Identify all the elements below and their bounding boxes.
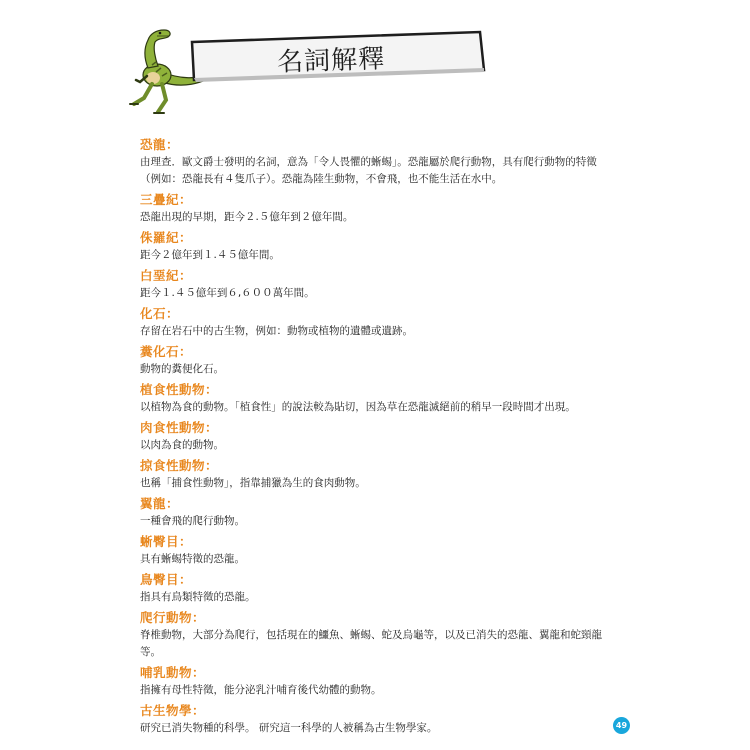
- page-title: 名詞解釋: [276, 43, 386, 78]
- glossary-definition: 恐龍出現的早期，距今２.５億年到２億年間。: [140, 211, 354, 223]
- glossary-definition: 動物的糞便化石。: [140, 363, 224, 375]
- glossary-entry: [140, 229, 610, 264]
- glossary-entry: [140, 457, 610, 492]
- glossary-definition: 脊椎動物，大部分為爬行，包括現在的鱷魚、蜥蜴、蛇及烏龜等，以及已消失的恐龍、翼龍和蛇頸龍等。: [140, 629, 602, 658]
- glossary-term: 哺乳動物：: [140, 665, 206, 680]
- glossary-entry: [140, 381, 610, 416]
- glossary-entry: [140, 609, 610, 661]
- glossary-term: 白堊紀：: [140, 268, 193, 283]
- glossary-entry: [140, 267, 610, 302]
- glossary-entry: [140, 533, 610, 568]
- glossary-entry: [140, 664, 610, 699]
- glossary-term: 糞化石：: [140, 344, 193, 359]
- glossary-definition: 存留在岩石中的古生物，例如：動物或植物的遺體或遺跡。: [140, 325, 413, 337]
- glossary-term: 三疊紀：: [140, 192, 193, 207]
- glossary-definition: 一種會飛的爬行動物。: [140, 515, 245, 527]
- glossary-entry: [140, 343, 610, 378]
- glossary-definition: 以肉為食的動物。: [140, 439, 224, 451]
- glossary-entry: [140, 136, 610, 188]
- glossary-term: 蜥臀目：: [140, 534, 193, 549]
- glossary-entry: [140, 419, 610, 454]
- glossary-term: 化石：: [140, 306, 180, 321]
- glossary-term: 植食性動物：: [140, 382, 219, 397]
- glossary-term: 肉食性動物：: [140, 420, 219, 435]
- glossary-term: 爬行動物：: [140, 610, 206, 625]
- glossary-definition: 以植物為食的動物。「植食性」的說法較為貼切，因為草在恐龍滅絕前的稍早一段時間才出現。: [140, 401, 576, 413]
- glossary-term: 翼龍：: [140, 496, 180, 511]
- glossary-term: 古生物學：: [140, 703, 206, 718]
- glossary-entry: [140, 191, 610, 226]
- glossary-list: [140, 136, 610, 740]
- glossary-entry: [140, 495, 610, 530]
- glossary-term: 掠食性動物：: [140, 458, 219, 473]
- glossary-entry: [140, 305, 610, 340]
- glossary-term: 恐龍：: [140, 137, 180, 152]
- glossary-definition: 距今１.４５億年到６,６００萬年間。: [140, 287, 315, 299]
- glossary-definition: 由理查．歐文爵士發明的名詞，意為「令人畏懼的蜥蜴」。恐龍屬於爬行動物，具有爬行動物的特徵（例如：恐龍長有４隻爪子）。恐龍為陸生動物，不會飛，也不能生活在水中。: [140, 156, 597, 185]
- page-number-badge: 49: [613, 717, 630, 734]
- glossary-definition: 研究已消失物種的科學。 研究這一科學的人被稱為古生物學家。: [140, 722, 438, 734]
- glossary-definition: 指具有鳥類特徵的恐龍。: [140, 591, 256, 603]
- glossary-entry: [140, 571, 610, 606]
- glossary-term: 鳥臀目：: [140, 572, 193, 587]
- glossary-definition: 指擁有母性特徵，能分泌乳汁哺育後代幼體的動物。: [140, 684, 382, 696]
- glossary-definition: 具有蜥蜴特徵的恐龍。: [140, 553, 245, 565]
- glossary-definition: 也稱「捕食性動物」，指靠捕獵為生的食肉動物。: [140, 477, 366, 489]
- glossary-entry: [140, 702, 610, 737]
- glossary-term: 侏羅紀：: [140, 230, 193, 245]
- glossary-definition: 距今２億年到１.４５億年間。: [140, 249, 280, 261]
